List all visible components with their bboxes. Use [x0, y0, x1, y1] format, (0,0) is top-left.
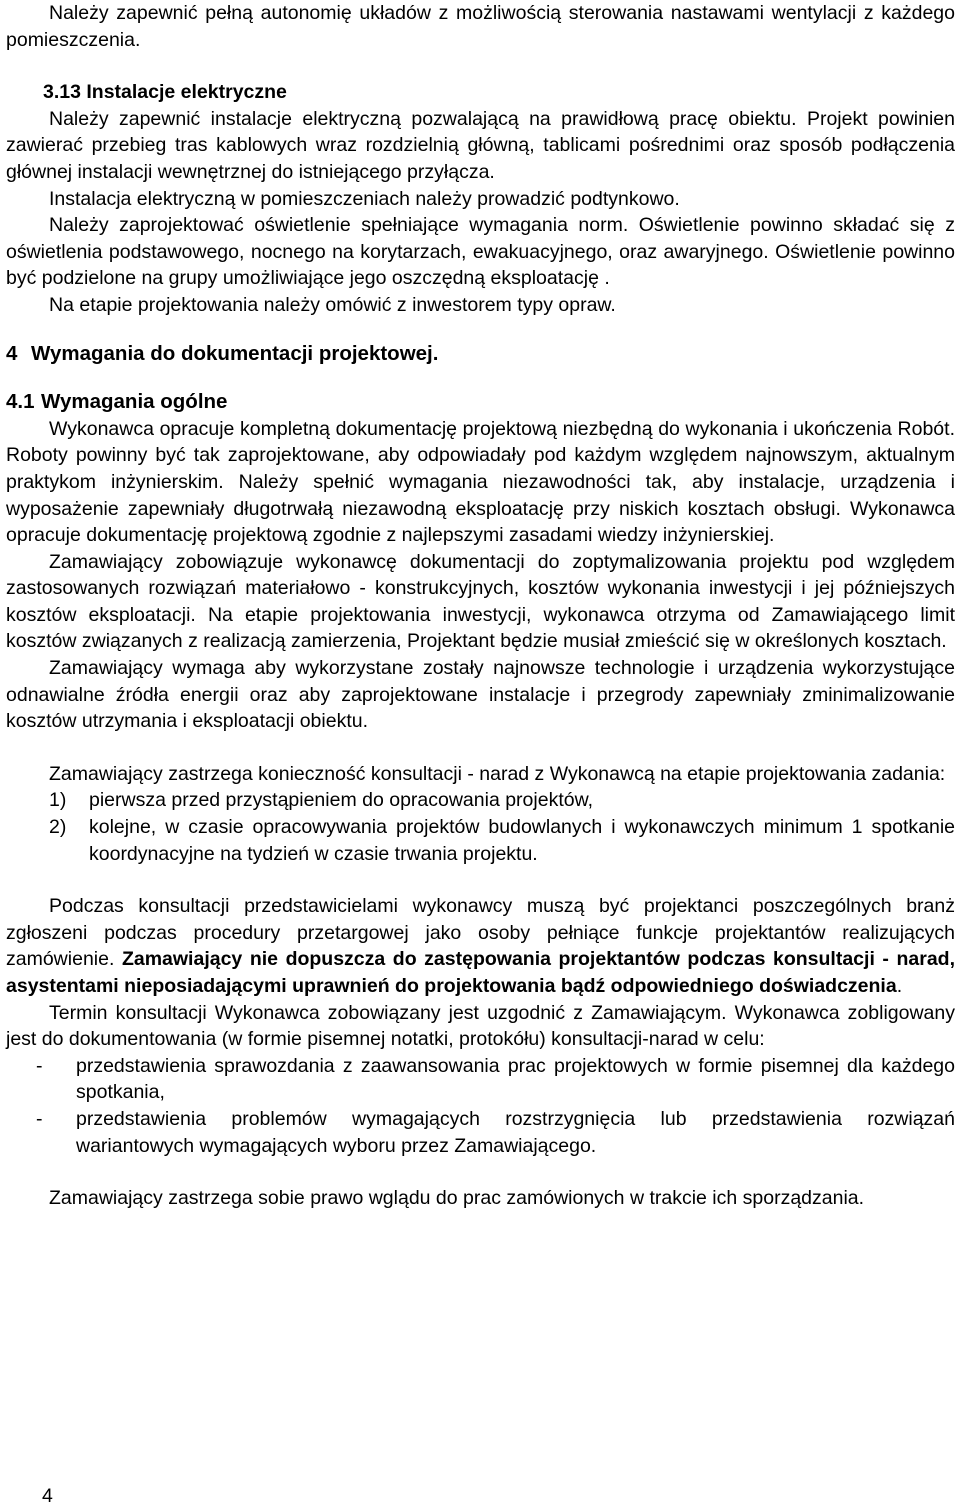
section-heading-4 [6, 341, 955, 368]
list-item-text: kolejne, w czasie opracowywania projektów budowlanych i wykonawczych minimum 1 spotkanie koordynacyjne na tydzień w czasie trwania projektu. [89, 816, 955, 865]
section-number: 4.1 [6, 390, 35, 414]
paragraph-general-2: Zamawiający zobowiązuje wykonawcę dokumentacji do zoptymalizowania projektu pod względem zastosowanych rozwiązań materiałowo - konstrukcyjnych, kosztów wykonania inwestycji i jej późniejszych kosztów eksploatacji. Na etapie projektowania inwestycji, wykonawca otrzyma od Zamawiającego limit kosztów związanych z realizacją zamierzenia, Projektant będzie musiał zmieścić się w określonych kosztach. [6, 550, 955, 653]
paragraph-inspection: Zamawiający zastrzega sobie prawo wglądu do prac zamówionych w trakcie ich sporządzania. [49, 1187, 865, 1210]
paragraph-electrical-1: Należy zapewnić instalacje elektryczną pozwalającą na prawidłową pracę obiektu. Projekt powinien zawierać przebieg tras kablowych wraz rozdzielnią główną, tablicami pośrednimi oraz sposób podłączenia głównej instalacji wewnętrznej do istniejącego przyłącza. [6, 107, 955, 183]
list-item [6, 1106, 955, 1159]
section-title: Wymagania do dokumentacji projektowej. [31, 341, 439, 365]
list-item-text: przedstawienia problemów wymagających rozstrzygnięcia lub przedstawienia rozwiązań wariantowych wymagających wyboru przez Zamawiającego. [76, 1107, 955, 1157]
paragraph-consultation-term: Termin konsultacji Wykonawca zobowiązany jest uzgodnić z Zamawiającym. Wykonawca zobligowany jest do dokumentowania (w formie pisemnej notatki, protokółu) konsultacji-narad w celu: [6, 1001, 955, 1051]
list-item-text: przedstawienia sprawozdania z zaawansowania prac projektowych w formie pisemnej dla każdego spotkania, [76, 1054, 955, 1104]
designers-end: . [896, 975, 903, 997]
list-marker: 2) [49, 816, 67, 839]
consultation-list [6, 787, 955, 867]
list-marker: 1) [49, 789, 67, 812]
list-item [6, 814, 955, 867]
list-marker: - [36, 1107, 43, 1130]
designers-bold-text: Zamawiający nie dopuszcza do zastępowania projektantów podczas konsultacji - narad, asystentami nieposiadającymi uprawnień do projektowania bądź odpowiedniego doświadczenia [6, 948, 955, 997]
section-title: Wymagania ogólne [41, 390, 228, 414]
paragraph-designers [6, 893, 955, 999]
documentation-list [6, 1053, 955, 1159]
section-heading-4-1 [6, 389, 955, 416]
paragraph-general-3: Zamawiający wymaga aby wykorzystane zostały najnowsze technologie i urządzenia wykorzystujące odnawialne źródła energii oraz aby zaprojektowane instalacje i przegrody zapewniały zminimalizowanie kosztów utrzymania i eksploatacji obiektu. [6, 657, 955, 733]
section-number: 4 [6, 341, 18, 365]
paragraph-ventilation: Należy zapewnić pełną autonomię układów z możliwością sterowania nastawami wentylacji z każdego pomieszczenia. [6, 2, 955, 51]
list-item [6, 1053, 955, 1106]
section-heading-3-13: 3.13 Instalacje elektryczne [43, 81, 287, 104]
page-number: 4 [42, 1485, 53, 1507]
document-page [6, 0, 955, 1212]
paragraph-lighting: Należy zaprojektować oświetlenie spełniające wymagania norm. Oświetlenie powinno składać się z oświetlenia podstawowego, nocnego na korytarzach, ewakuacyjnego, oraz awaryjnego. Oświetlenie powinno być podzielone na grupy umożliwiające jego oszczędną eksploatację . [6, 214, 955, 290]
paragraph-electrical-2: Instalacja elektryczną w pomieszczeniach należy prowadzić podtynkowo. [49, 187, 680, 210]
designers-text: Podczas konsultacji przedstawicielami wykonawcy muszą być projektanci poszczególnych branż zgłoszeni podczas procedury przetargowej jako osoby pełniące funkcje projektantów realizujących zamówienie. [6, 895, 955, 971]
paragraph-consultations: Zamawiający zastrzega konieczność konsultacji - narad z Wykonawcą na etapie projektowania zadania: [49, 762, 946, 785]
list-item [6, 787, 955, 814]
list-item-text: pierwsza przed przystąpieniem do opracowania projektów, [89, 789, 594, 812]
paragraph-general-1: Wykonawca opracuje kompletną dokumentację projektową niezbędną do wykonania i ukończenia Robót. Roboty powinny być tak zaprojektowane, aby odpowiadały pod każdym względem najnowszym, aktualnym praktykom inżynierskim. Należy spełnić wymagania niezawodności tak, aby instalacje, urządzenia i wyposażenie zapewniały długotrwałą niezawodną eksploatację przy niskich kosztach obsługi. Wykonawca opracuje dokumentację projektową zgodnie z najlepszymi zasadami wiedzy inżynierskiej. [6, 417, 955, 547]
list-marker: - [36, 1054, 43, 1077]
paragraph-fixtures: Na etapie projektowania należy omówić z inwestorem typy opraw. [49, 293, 616, 316]
